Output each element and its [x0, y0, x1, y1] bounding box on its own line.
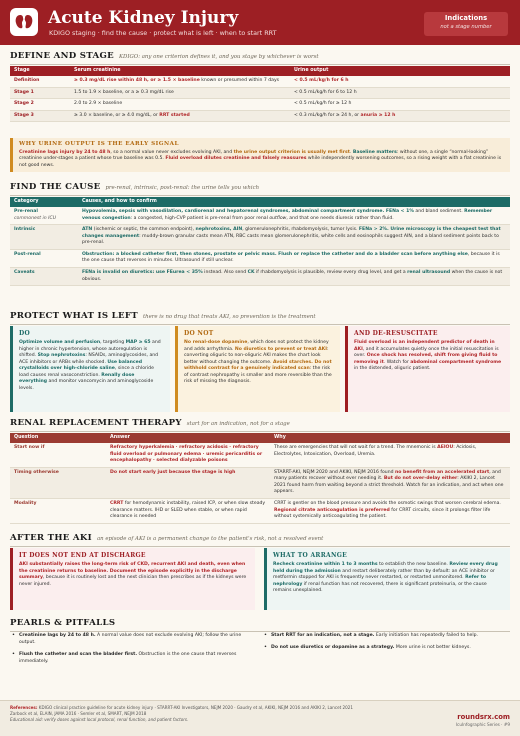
do-box: DO Optimize volume and perfusion, targeting MAP ≥ 65 and higher in chronic hypertension, whose autoregulation is shifted. Stop nephrotoxins: NSAIDs, aminoglycosides, and ACE inhibitors or ARBs while shocked. Use balanced crystalloids over high-chloride saline, since a chloride load causes renal vasoconstriction. Renally dose everything and monitor vancomycin and aminoglycoside levels. [10, 326, 170, 412]
table-row: Timing otherwise Do not start early just because the stage is high STARRT-AKI, NEJM 2020 and AKIKI, NEJM 2016 found no benefit from an accelerated start, and many patients recover without ever needing it. But do not over-delay either: AKIKI 2, Lancet 2021 found harm from waiting beyond a strict threshold. Watch for an indication, and act when one appears. [10, 467, 510, 498]
table-header: Question Answer Why [10, 433, 510, 443]
references: References: KDIGO clinical practice guideline for acute kidney injury · STARRT-AKI Investigators, NEJM 2020 · Gaudry et al, AKIKI, NEJM 2016 and AKIKI 2, Lancet 2021 Zarbock et al, ELAIN, JAMA 2016 · Semler et al, SMART, NEJM 2018 Educational aid: verify doses against local protocol, renal function, and patient factors. [10, 705, 353, 723]
header-banner [0, 0, 520, 45]
kidney-logo-icon [10, 8, 38, 36]
staging-table [10, 66, 510, 122]
table-row: Pre-renal commonest in ICU Hypovolemia, sepsis with vasodilation, cardiorenal and hepatorenal syndromes, abdominal compartment syndrome. FENa < 1% and bland sediment. Remember venous congestion: a congested, high-CVP patient is pre-renal from poor renal outflow, and that one needs diuresis rather than fluid. [10, 207, 510, 225]
indications-title: Indications [444, 14, 488, 22]
after-heading: AFTER THE AKI an episode of AKI is a permanent change to the patient's risk, not a resolved event [10, 532, 510, 547]
table-row: Stage 1 1.5 to 1.9 × baseline, or a ≥ 0.3 mg/dL rise < 0.5 mL/kg/h for 6 to 12 h [10, 87, 510, 99]
table-row: Stage 3 ≥ 3.0 × baseline, or ≥ 4.0 mg/dL, or RRT started < 0.3 mL/kg/h for ≥ 24 h, or anuria ≥ 12 h [10, 110, 510, 122]
de-resuscitate-box: AND DE-RESUSCITATE Fluid overload is an independent predictor of death in AKI, and it accumulates quietly once the initial resuscitation is over. Once shock has resolved, shift from giving fluid to removing it. Watch for abdominal compartment syndrome in the distended, oliguric patient. [345, 326, 510, 412]
table-row: Modality CRRT for hemodynamic instability, raised ICP, or when slow steady clearance matters. IHD or SLED when stable, or when rapid clearance is needed CRRT is gentler on the blood pressure and avoids the osmotic swings that worsen cerebral edema. Regional citrate anticoagulation is preferred for CRRT circuits, since it prolongs filter life without systemically anticoagulating the patient. [10, 499, 510, 524]
table-row: Intrinsic ATN (ischemic or septic, the common endpoint), nephrotoxins, AIN, glomerulonephritis, rhabdomyolysis, tumor lysis. FENa > 2%. Urine microscopy is the cheapest test that changes management: muddy-brown granular casts mean ATN, RBC casts mean glomerulonephritis, white cells and eosinophils suggest AIN, and a bland sediment points back to pre-renal. [10, 225, 510, 250]
pearls-heading: PEARLS & PITFALLS [10, 617, 510, 632]
rrt-table [10, 433, 510, 524]
cause-heading: FIND THE CAUSE pre-renal, intrinsic, post-renal: the urine tells you which [10, 181, 510, 196]
cause-table [10, 197, 510, 286]
urine-output-callout: WHY URINE OUTPUT IS THE EARLY SIGNAL Creatinine lags injury by 24 to 48 h, so a normal value never excludes evolving AKI, and the urine output criterion is usually met first. Baseline matters: without one, a single “normal-looking” creatinine under-stages a patient whose true baseline was 0.5. Fluid overload dilutes creatinine and falsely reassures while independently worsening outcomes, so a rising weight with a flat creatinine is not good news. [10, 138, 510, 172]
series-label: IcuInfographic Series · #9 [455, 722, 510, 727]
table-header: Category Causes, and how to confirm [10, 197, 510, 207]
table-row: Start now if Refractory hyperkalemia · refractory acidosis · refractory fluid overload or pulmonary edema · uremic pericarditis or encephalopathy · selected dialyzable poisons These are emergencies that will not wait for a trend. The mnemonic is AEIOU: Acidosis, Electrolytes, Intoxication, Overload, Uremia. [10, 443, 510, 467]
list-item: • Start RRT for an indication, not a stage. Early initiation has repeatedly failed to help. [264, 633, 510, 640]
table-row: Stage 2 2.0 to 2.9 × baseline < 0.5 mL/kg/h for ≥ 12 h [10, 99, 510, 111]
indications-note: not a stage number [440, 23, 492, 30]
list-item: • Do not use diuretics or dopamine as a strategy. More urine is not better kidneys. [264, 645, 510, 652]
page-title: Acute Kidney Injury [48, 8, 239, 28]
table-row: Caveats FENa is invalid on diuretics: use FEurea < 35% instead. Also send CK if rhabdomyolysis is plausible, review every drug level, and get a renal ultrasound when the cause is not obvious. [10, 268, 510, 286]
do-not-box: DO NOT No renal-dose dopamine, which does not protect the kidney and adds arrhythmia. No diuretics to prevent or treat AKI: converting oliguric to non-oliguric AKI makes the chart look better without changing the outcome. Avoid starches. Do not withhold contrast for a genuinely indicated scan: the risk of contrast nephropathy is smaller and more reversible than the risk of missing the diagnosis. [175, 326, 340, 412]
footer [0, 700, 520, 736]
site-link[interactable]: roundsrx.com [457, 713, 510, 721]
table-header: Stage Serum creatinine Urine output [10, 66, 510, 76]
indications-badge [424, 12, 508, 36]
list-item: • Creatinine lags by 24 to 48 h. A normal value does not exclude evolving AKI; follow the urine output. [12, 633, 252, 646]
list-item: • Flush the catheter and scan the bladder first. Obstruction is the one cause that reverses immediately. [12, 652, 252, 665]
discharge-box: IT DOES NOT END AT DISCHARGE AKI substantially raises the long-term risk of CKD, recurrent AKI and death, even when the creatinine returns to baseline. Document the episode explicitly in the discharge summary, because it is routinely lost and the next clinician then prescribes as if the kidneys were never injured. [10, 548, 255, 610]
define-heading: DEFINE AND STAGE KDIGO: any one criterion defines it, and you stage by whichever is worst [10, 50, 510, 65]
table-row: Post-renal Obstruction: a blocked catheter first, then stones, prostate or pelvic mass. Flush or replace the catheter and do a bladder scan before anything else, because it is the one cause that reverses in minutes. Ultrasound if still unclear. [10, 249, 510, 267]
page-subtitle: KDIGO staging · find the cause · protect what is left · when to start RRT [49, 29, 277, 37]
table-row: Definition ≥ 0.3 mg/dL rise within 48 h, or ≥ 1.5 × baseline known or presumed within 7 days < 0.5 mL/kg/h for 6 h [10, 76, 510, 87]
arrange-box: WHAT TO ARRANGE Recheck creatinine within 1 to 3 months to establish the new baseline. Review every drug held during the admission and restart deliberately rather than by default: an ACE inhibitor or metformin stopped for AKI is frequently never restarted, or restarted unmonitored. Refer to nephrology if renal function has not recovered, there is significant proteinuria, or the cause remains unexplained. [264, 548, 510, 610]
protect-heading: PROTECT WHAT IS LEFT there is no drug that treats AKI, so prevention is the treatment [10, 310, 510, 325]
rrt-heading: RENAL REPLACEMENT THERAPY start for an indication, not for a stage [10, 417, 510, 432]
